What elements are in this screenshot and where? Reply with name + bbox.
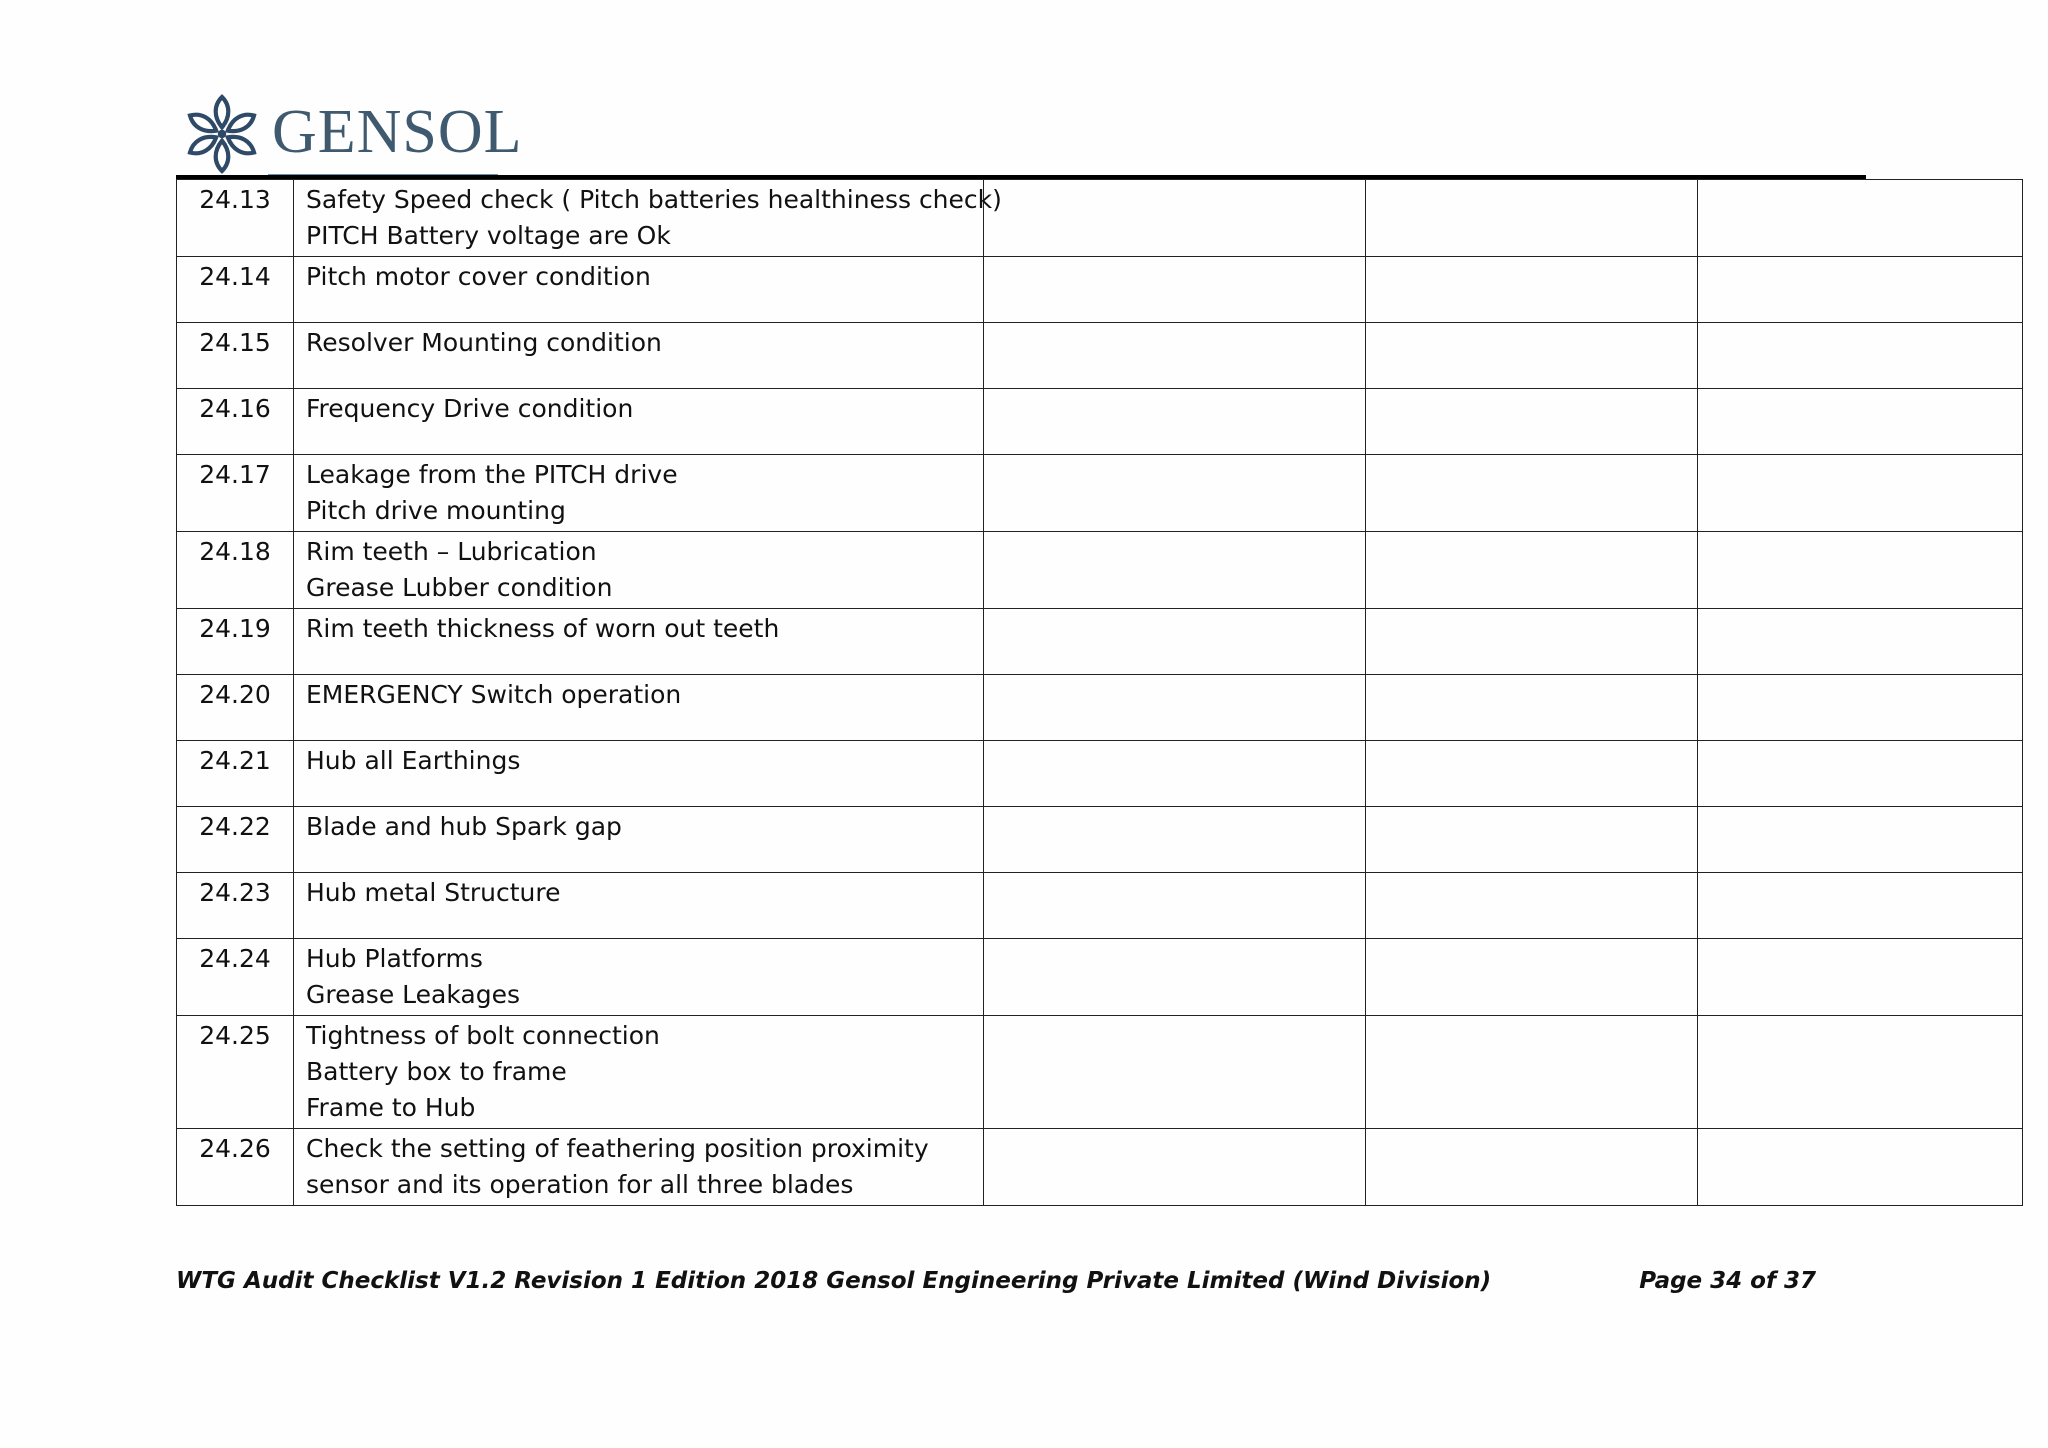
description-line: Rim teeth – Lubrication	[306, 537, 597, 566]
item-number: 24.14	[177, 257, 294, 323]
item-description	[294, 807, 984, 873]
status-cell	[1366, 939, 1698, 1016]
item-number: 24.23	[177, 873, 294, 939]
description-line: Frequency Drive condition	[306, 394, 634, 423]
item-number: 24.25	[177, 1016, 294, 1129]
description-line: Grease Leakages	[306, 980, 520, 1009]
item-number: 24.19	[177, 609, 294, 675]
footer-document-title: WTG Audit Checklist V1.2 Revision 1 Edition 2018 Gensol Engineering Private Limited (Wind Division)	[176, 1268, 1492, 1294]
remarks-cell	[1698, 180, 2023, 257]
item-number: 24.26	[177, 1129, 294, 1206]
observation-cell	[984, 807, 1366, 873]
item-description	[294, 180, 1002, 257]
observation-cell	[984, 939, 1366, 1016]
item-number: 24.15	[177, 323, 294, 389]
description-line: Leakage from the PITCH drive	[306, 460, 678, 489]
observation-cell	[984, 389, 1366, 455]
page-footer	[176, 1268, 1816, 1294]
description-line: Battery box to frame	[306, 1057, 567, 1086]
item-description	[294, 532, 984, 609]
flower-logo-icon	[180, 92, 264, 176]
observation-cell	[984, 741, 1366, 807]
description-line: EMERGENCY Switch operation	[306, 680, 682, 709]
observation-cell	[984, 1016, 1366, 1129]
table-row	[177, 455, 2023, 532]
description-line: Frame to Hub	[306, 1093, 476, 1122]
remarks-cell	[1698, 609, 2023, 675]
description-line: PITCH Battery voltage are Ok	[306, 221, 671, 250]
remarks-cell	[1698, 389, 2023, 455]
remarks-cell	[1698, 807, 2023, 873]
table-row	[177, 389, 2023, 455]
table-row	[177, 609, 2023, 675]
item-description	[294, 741, 984, 807]
item-description	[294, 257, 984, 323]
description-line: Resolver Mounting condition	[306, 328, 662, 357]
remarks-cell	[1698, 675, 2023, 741]
observation-cell	[984, 873, 1366, 939]
item-number: 24.21	[177, 741, 294, 807]
observation-cell	[984, 532, 1366, 609]
observation-cell	[984, 675, 1366, 741]
description-line: Check the setting of feathering position proximity	[306, 1134, 929, 1163]
item-description	[294, 939, 984, 1016]
table-row	[177, 257, 2023, 323]
description-line: sensor and its operation for all three blades	[306, 1170, 854, 1199]
item-description	[294, 609, 984, 675]
status-cell	[1366, 323, 1698, 389]
status-cell	[1366, 1129, 1698, 1206]
description-line: Grease Lubber condition	[306, 573, 613, 602]
description-line: Hub metal Structure	[306, 878, 561, 907]
remarks-cell	[1698, 939, 2023, 1016]
table-row	[177, 532, 2023, 609]
item-number: 24.16	[177, 389, 294, 455]
item-description	[294, 455, 984, 532]
status-cell	[1366, 675, 1698, 741]
description-line: Blade and hub Spark gap	[306, 812, 622, 841]
status-cell	[1366, 532, 1698, 609]
item-description	[294, 1129, 984, 1206]
remarks-cell	[1698, 1129, 2023, 1206]
observation-cell	[984, 257, 1366, 323]
remarks-cell	[1698, 873, 2023, 939]
description-line: Pitch drive mounting	[306, 496, 566, 525]
remarks-cell	[1698, 532, 2023, 609]
item-description	[294, 1016, 984, 1129]
observation-cell	[984, 180, 1366, 257]
status-cell	[1366, 873, 1698, 939]
logo-wordmark: GENSOL	[272, 98, 523, 166]
observation-cell	[984, 323, 1366, 389]
observation-cell	[984, 1129, 1366, 1206]
remarks-cell	[1698, 455, 2023, 532]
item-description	[294, 389, 984, 455]
table-row	[177, 939, 2023, 1016]
item-number: 24.20	[177, 675, 294, 741]
description-line: Pitch motor cover condition	[306, 262, 651, 291]
description-line: Safety Speed check ( Pitch batteries healthiness check)	[306, 185, 1002, 214]
table-row	[177, 180, 2023, 257]
table-row	[177, 1129, 2023, 1206]
status-cell	[1366, 741, 1698, 807]
table-row	[177, 741, 2023, 807]
table-body	[177, 180, 2023, 1206]
table-row	[177, 873, 2023, 939]
audit-checklist-table	[176, 179, 2023, 1206]
item-number: 24.13	[177, 180, 294, 257]
description-line: Hub Platforms	[306, 944, 483, 973]
table-row	[177, 675, 2023, 741]
observation-cell	[984, 609, 1366, 675]
table-row	[177, 323, 2023, 389]
status-cell	[1366, 1016, 1698, 1129]
status-cell	[1366, 180, 1698, 257]
company-logo	[180, 92, 523, 176]
status-cell	[1366, 807, 1698, 873]
remarks-cell	[1698, 323, 2023, 389]
remarks-cell	[1698, 741, 2023, 807]
remarks-cell	[1698, 257, 2023, 323]
status-cell	[1366, 389, 1698, 455]
status-cell	[1366, 609, 1698, 675]
item-description	[294, 873, 984, 939]
remarks-cell	[1698, 1016, 2023, 1129]
footer-page-number: Page 34 of 37	[1639, 1268, 1816, 1294]
item-number: 24.24	[177, 939, 294, 1016]
table-row	[177, 807, 2023, 873]
item-description	[294, 675, 984, 741]
status-cell	[1366, 257, 1698, 323]
table-row	[177, 1016, 2023, 1129]
description-line: Hub all Earthings	[306, 746, 521, 775]
item-number: 24.18	[177, 532, 294, 609]
observation-cell	[984, 455, 1366, 532]
item-number: 24.17	[177, 455, 294, 532]
description-line: Rim teeth thickness of worn out teeth	[306, 614, 780, 643]
item-description	[294, 323, 984, 389]
status-cell	[1366, 455, 1698, 532]
description-line: Tightness of bolt connection	[306, 1021, 660, 1050]
item-number: 24.22	[177, 807, 294, 873]
